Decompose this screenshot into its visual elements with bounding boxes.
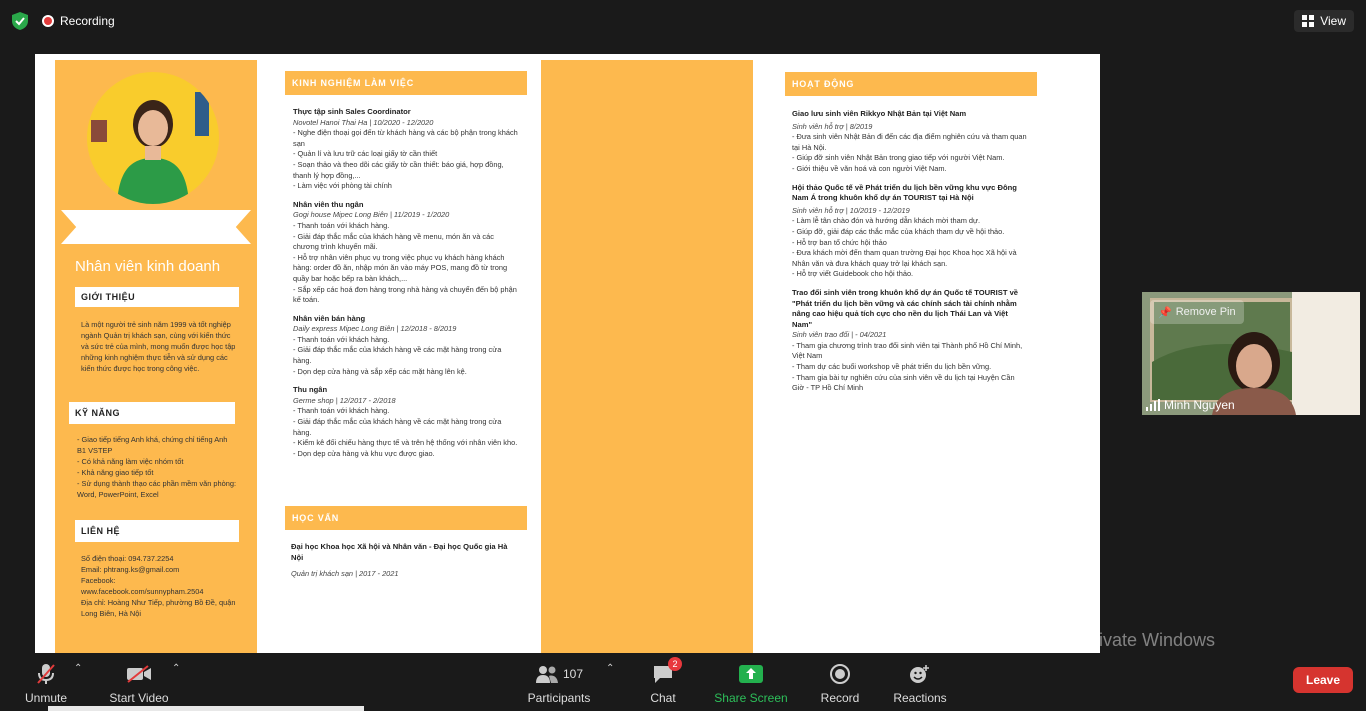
activity-line: - Giúp đỡ sinh viên Nhật Bản trong giao tiếp với người Việt Nam. [792,153,1005,163]
muted-mic-icon [36,663,56,685]
skill-item: - Sử dụng thành thạo các phần mềm văn phòng: Word, PowerPoint, Excel [77,479,237,499]
job-line: - Làm việc với phòng tài chính [293,181,392,191]
name-ribbon [61,210,251,244]
skills-list [77,434,237,500]
signal-bars-icon [1146,399,1160,411]
share-screen-label: Share Screen [714,691,788,705]
unmute-button[interactable] [18,655,74,705]
contact-address: Địa chỉ: Hoàng Như Tiếp, phường Bồ Đề, quận Long Biên, Hà Nội [81,598,236,618]
chat-icon-wrap [652,659,678,685]
activate-line1: Activate Windows [1073,630,1216,650]
job-title: Nhân viên thu ngân [293,199,364,209]
job-line: - Kiểm kê đối chiếu hàng thực tế và trên hệ thống với nhân viên kho. [293,438,518,448]
job-line: - Nghe điện thoại gọi đến từ khách hàng và các bộ phận trong khách sạn [293,128,518,148]
job-line: - Giải đáp thắc mắc của khách hàng về các mặt hàng trong cửa hàng. [293,417,502,437]
contact-email: Email: phtrang.ks@gmail.com [81,565,180,574]
start-video-button[interactable] [106,655,172,705]
contact-heading: LIÊN HỆ [75,520,239,542]
meeting-top-bar [0,0,1366,42]
activity-line: - Giới thiệu về văn hoá và con người Việt Nam. [792,163,947,173]
job-entry [293,200,521,306]
record-icon [830,663,850,685]
job-line: - Thanh toán với khách hàng. [293,406,390,416]
view-label: View [1320,14,1346,28]
record-label: Record [820,691,860,705]
job-line: - Thanh toán với khách hàng. [293,220,390,230]
activity-title: Trao đổi sinh viên trong khuôn khổ dự án Quốc tế TOURIST về "Phát triển du lịch bền vững và các chính sách tài chính nhằm nâng cao hiệu quả tích cực cho nền du lịch Thái Lan và Việt Nam" [792,287,1019,329]
taskbar-strip [48,706,364,711]
video-off-icon [126,663,152,685]
activities-list [792,109,1028,394]
audio-options-caret-icon[interactable]: ⌃ [74,663,83,674]
job-title: Nhân viên kinh doanh [75,258,221,275]
education-entry [291,542,521,580]
recording-indicator[interactable] [42,11,115,31]
grid-icon [1302,15,1314,27]
start-video-label: Start Video [109,691,169,705]
people-icon [535,665,559,683]
pin-icon: 📌 [1158,306,1172,319]
activity-line: - Hỗ trợ viết Guidebook cho hội thảo. [792,269,914,279]
skill-item: - Khả năng giao tiếp tốt [77,468,154,477]
job-line: - Hỗ trợ nhân viên phục vụ trong việc phục vụ khách hàng khách hàng: order đồ ăn, nhập món ăn vào máy POS, mang đồ từ trong quầy bar hoặc bếp ra bàn khách,... [293,252,508,283]
job-place: Germe shop | 12/2017 - 2/2018 [293,395,396,405]
record-button[interactable] [818,655,862,705]
activity-role: Sinh viên hỗ trợ | 10/2019 - 12/2019 [792,205,910,215]
participants-button[interactable] [524,655,594,705]
contact-facebook: www.facebook.com/sunnypham.2504 [81,587,204,596]
meeting-toolbar [0,655,1366,711]
participants-icon-group [535,663,583,685]
reactions-label: Reactions [893,691,947,705]
experience-heading: KINH NGHIỆM LÀM VIỆC [285,71,527,95]
job-title: Nhân viên bán hàng [293,313,366,323]
participant-name-label [1146,398,1235,412]
skill-item: - Giao tiếp tiếng Anh khá, chứng chỉ tiếng Anh B1 VSTEP [77,435,228,455]
video-options-caret-icon[interactable]: ⌃ [172,663,181,674]
activity-line: - Đưa khách mời đến tham quan trường Đại học Khoa học Xã hội và Nhân văn và đưa khách quay trở lại khách sạn. [792,248,1017,268]
profile-photo [87,72,219,204]
job-entry [293,314,521,378]
recording-label: Recording [60,14,115,28]
intro-heading: GIỚI THIỆU [75,287,239,307]
job-title: Thu ngân [293,385,328,395]
activity-line: - Tham gia bài tự nghiên cứu của sinh viên về du lịch tại Huyện Cần Giờ - TP Hồ Chí Minh [792,372,1015,393]
view-button[interactable] [1294,10,1354,32]
job-title: Thực tập sinh Sales Coordinator [293,107,411,116]
job-entry [293,385,521,459]
security-shield-icon[interactable] [12,12,28,30]
share-screen-button[interactable] [712,655,790,705]
cv-sidebar [55,60,257,653]
remove-pin-button[interactable] [1150,300,1244,324]
education-school: Đại học Khoa học Xã hội và Nhân văn - Đại học Quốc gia Hà Nội [291,542,508,562]
pinned-video-tile[interactable] [1142,292,1360,415]
reactions-button[interactable] [892,655,948,705]
activity-role: Sinh viên trao đổi | - 04/2021 [792,330,887,340]
record-dot-icon [42,15,54,27]
job-line: - Giải đáp thắc mắc của khách hàng về menu, món ăn và các chương trình khuyến mãi. [293,231,494,252]
participants-label: Participants [527,691,591,705]
job-line: - Quản lí và lưu trữ các loại giấy tờ cần thiết [293,149,438,159]
job-line: - Soạn thảo và theo dõi các giấy tờ cần thiết: báo giá, hợp đồng, thanh lý hợp đồng,... [293,159,504,180]
shared-screen [35,54,1100,653]
job-entry [293,107,521,192]
education-heading: HỌC VẤN [285,506,527,530]
activity-entry [792,288,1028,394]
activity-title: Hội thảo Quốc tế về Phát triển du lịch bền vững khu vực Đông Nam Á trong khuôn khổ dự án TOURIST tại Hà Nội [792,182,1017,203]
contact-phone: Số điện thoại: 094.737.2254 [81,554,174,563]
job-line: - Thanh toán với khách hàng. [293,334,390,344]
contact-info [81,553,241,619]
activity-line: - Tham gia chương trình trao đổi sinh viên tại Thành phố Hồ Chí Minh, Việt Nam [792,340,1023,361]
intro-text: Là một người trẻ sinh năm 1999 và tốt nghiệp ngành Quản trị khách sạn, cùng với kiến thức và sức trẻ của mình, mong muốn được học tập những kinh nghiệm thực tiễn và sử dụng các kiến thức được học trong công việc. [81,320,236,373]
smiley-icon [909,663,931,685]
participant-name: Minh Nguyen [1164,398,1235,412]
chat-button[interactable] [642,655,684,705]
job-place: Gogi house Mipec Long Biên | 11/2019 - 1/2020 [293,210,450,220]
skill-item: - Có khả năng làm việc nhóm tốt [77,457,184,466]
activities-heading: HOẠT ĐỘNG [785,72,1037,96]
remove-pin-label: Remove Pin [1175,306,1236,318]
chat-unread-badge: 2 [668,657,682,671]
job-line: - Sắp xếp các hoá đơn hàng trong nhà hàng và chuyển đến bộ phận kế toán. [293,284,517,305]
education-major: Quản trị khách sạn | 2017 - 2021 [291,569,399,579]
leave-button[interactable]: Leave [1293,667,1353,693]
activity-line: - Đưa sinh viên Nhật Bản đi đến các địa điểm nghiên cứu và tham quan tại Hà Nội. [792,132,1027,152]
participant-count: 107 [562,667,584,681]
share-screen-icon [739,663,763,685]
activity-line: - Làm lễ tân chào đón và hướng dẫn khách mời tham dự. [792,216,981,226]
activity-entry [792,183,1028,280]
unmute-label: Unmute [24,691,68,705]
activity-title: Giao lưu sinh viên Rikkyo Nhật Bản tại Việt Nam [792,109,967,118]
cv-blank-column [541,60,753,653]
experience-list [293,107,521,459]
participants-caret-icon[interactable]: ⌃ [606,663,615,674]
contact-facebook-label: Facebook: [81,576,116,585]
chat-label: Chat [650,691,676,705]
job-line: - Giải đáp thắc mắc của khách hàng về các mặt hàng trong cửa hàng. [293,345,502,366]
activity-line: - Hỗ trợ ban tổ chức hội thảo [792,237,887,247]
activity-line: - Tham dự các buổi workshop về phát triển du lịch bền vững. [792,362,992,372]
activity-line: - Giúp đỡ, giải đáp các thắc mắc của khách tham dự về hội thảo. [792,226,1005,236]
activity-role: Sinh viên hỗ trợ | 8/2019 [792,121,873,131]
skills-heading: KỸ NĂNG [69,402,235,424]
activity-entry [792,109,1028,175]
job-line: - Dọn dẹp cửa hàng và sắp xếp các mặt hàng lên kệ. [293,366,467,376]
job-line: - Dọn dẹp cửa hàng và khu vực được giao. [293,448,435,458]
job-place: Novotel Hanoi Thai Ha | 10/2020 - 12/2020 [293,117,434,127]
job-place: Daily express Mipec Long Biên | 12/2018 - 8/2019 [293,324,457,334]
